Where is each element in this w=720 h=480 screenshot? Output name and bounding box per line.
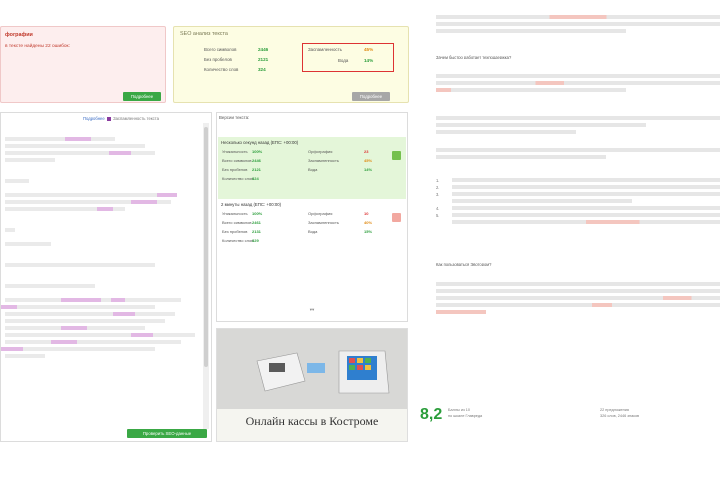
ad-text: Онлайн кассы в Костроме xyxy=(245,414,379,428)
seo-label-chars: Всего символов xyxy=(204,47,237,52)
spam-highlight xyxy=(61,326,87,330)
spelling-panel xyxy=(0,26,166,103)
text-line xyxy=(5,333,195,337)
version-head: 2 минуты назад (ЕПС: +00:00) xyxy=(221,202,282,207)
version-label: Всего символов xyxy=(222,158,252,163)
version-value: 2131 xyxy=(252,229,261,234)
version-value: 100% xyxy=(252,211,263,216)
spam-highlight xyxy=(1,305,17,309)
seo-title: SEO анализ текста xyxy=(180,31,228,37)
version-label: Орфография xyxy=(308,149,333,154)
text-line xyxy=(5,284,95,288)
spam-highlight xyxy=(97,207,113,211)
spam-highlight xyxy=(111,298,125,302)
version-label: Количество слов xyxy=(222,238,254,243)
score-label: Баллы из 10 xyxy=(448,408,470,412)
article-line xyxy=(436,116,720,120)
text-line xyxy=(5,151,155,155)
text-line xyxy=(5,137,115,141)
article-line xyxy=(436,22,720,26)
version-value: 2461 xyxy=(252,220,261,225)
article-line xyxy=(452,178,720,182)
version-label: Вода xyxy=(308,167,318,172)
article-line xyxy=(436,148,720,152)
seo-value-nospace: 2121 xyxy=(258,57,269,62)
spam-highlight xyxy=(51,340,77,344)
text-line xyxy=(5,228,15,232)
editor-scrollbar[interactable] xyxy=(203,123,209,429)
seo-label-spam: Заспамленность xyxy=(308,47,342,52)
spam-highlight xyxy=(113,312,135,316)
article-line xyxy=(436,296,720,300)
text-line xyxy=(5,312,175,316)
seo-value-chars: 2446 xyxy=(258,47,269,52)
score-scale: по шкале Главреда xyxy=(448,414,483,418)
version-value: 324 xyxy=(252,176,259,181)
spam-highlight xyxy=(1,347,23,351)
spam-highlight xyxy=(131,333,153,337)
article-line xyxy=(436,303,720,307)
ad-image xyxy=(217,329,407,409)
article-line xyxy=(452,220,720,224)
version-value: 10 xyxy=(364,211,369,216)
readability-score xyxy=(420,404,720,430)
version-label: Заспамленность xyxy=(308,220,339,225)
version-value: 15% xyxy=(364,229,373,234)
spelling-title: фографии xyxy=(5,32,33,38)
versions-panel xyxy=(216,112,408,322)
version-label: Уникальность xyxy=(222,149,248,154)
article-heading: Как пользоваться Эвотором? xyxy=(436,262,492,266)
article-line xyxy=(452,213,720,217)
seo-label-water: Вода xyxy=(338,58,349,63)
version-item[interactable] xyxy=(218,137,406,199)
text-line xyxy=(5,144,145,148)
restore-version-button[interactable] xyxy=(392,151,401,160)
list-number: 3. xyxy=(436,192,440,197)
text-line xyxy=(5,305,155,309)
version-value: 100% xyxy=(252,149,263,154)
spam-highlight xyxy=(65,137,91,141)
list-number: 4. xyxy=(436,206,440,211)
article-line xyxy=(436,15,720,19)
version-value: 2446 xyxy=(252,158,261,163)
text-line xyxy=(5,158,55,162)
article-line xyxy=(436,29,626,33)
delete-version-button[interactable] xyxy=(392,213,401,222)
text-line xyxy=(5,319,165,323)
seo-value-water: 14% xyxy=(364,58,374,63)
word-count: 326 слов, 2446 знаков xyxy=(600,414,640,418)
spelling-subtitle: в тексте найдены 22 ошибок: xyxy=(5,44,70,49)
check-seo-button[interactable]: Проверить SEO-данные xyxy=(127,429,207,438)
article-line xyxy=(436,88,626,92)
article-question xyxy=(436,55,720,59)
spam-highlight xyxy=(61,298,101,302)
article-line xyxy=(436,282,720,286)
editor-legend xyxy=(83,116,159,121)
version-label: Без пробелов xyxy=(222,167,248,172)
article-preview xyxy=(420,0,720,440)
spam-highlight xyxy=(109,151,131,155)
seo-label-nospace: Без пробелов xyxy=(204,57,232,62)
editor-legend-link[interactable]: Подробнее xyxy=(83,116,105,121)
article-heading: Зачем быстро работает техподдержка? xyxy=(436,55,512,59)
article-line xyxy=(452,199,632,203)
text-line xyxy=(5,354,45,358)
text-line xyxy=(5,340,181,344)
article-line xyxy=(436,155,606,159)
version-value: 2121 xyxy=(252,167,261,172)
version-value: 329 xyxy=(252,238,259,243)
seo-panel xyxy=(173,26,409,103)
list-number: 1. xyxy=(436,178,440,183)
text-line xyxy=(5,263,155,267)
editor-legend-label: Заспамленность текста xyxy=(113,116,159,121)
spelling-details-button[interactable]: Подробнее xyxy=(123,92,161,101)
text-editor[interactable] xyxy=(0,112,212,442)
editor-scroll-thumb[interactable] xyxy=(204,127,208,367)
spam-legend-swatch xyxy=(107,117,111,121)
version-item[interactable] xyxy=(218,199,406,261)
article-line xyxy=(436,310,486,314)
version-label: Уникальность xyxy=(222,211,248,216)
version-value: 45% xyxy=(364,158,373,163)
article-line xyxy=(436,289,720,293)
text-line xyxy=(5,179,29,183)
version-head: Несколько секунд назад (ЕПС: +00:00) xyxy=(221,140,299,145)
text-line xyxy=(5,242,51,246)
version-value: 14% xyxy=(364,167,373,172)
article-line xyxy=(452,192,720,196)
text-line xyxy=(5,347,155,351)
version-label: Заспамленность xyxy=(308,158,339,163)
sentence-count: 22 предложения xyxy=(600,408,629,412)
seo-value-words: 324 xyxy=(258,67,266,72)
article-line xyxy=(436,74,720,78)
article-question xyxy=(436,262,720,266)
article-line xyxy=(452,206,720,210)
article-line xyxy=(436,81,720,85)
list-number: 5. xyxy=(436,213,440,218)
score-value: 8,2 xyxy=(420,406,443,423)
article-line xyxy=(436,123,646,127)
seo-label-words: Количество слов xyxy=(204,67,239,72)
advertisement-banner[interactable] xyxy=(216,328,408,442)
version-label: Количество слов xyxy=(222,176,254,181)
spam-highlight xyxy=(157,193,177,197)
article-line xyxy=(452,185,720,189)
text-line xyxy=(5,193,175,197)
spam-highlight xyxy=(131,200,157,204)
list-number: 2. xyxy=(436,185,440,190)
version-label: Орфография xyxy=(308,211,333,216)
version-label: Без пробелов xyxy=(222,229,248,234)
seo-details-button[interactable]: Подробнее xyxy=(352,92,390,101)
seo-value-spam: 45% xyxy=(364,47,374,52)
version-value: 40% xyxy=(364,220,373,225)
show-more-versions-icon[interactable]: ▾▾ xyxy=(309,307,315,312)
version-label: Вода xyxy=(308,229,318,234)
versions-title: Версии текста: xyxy=(219,115,250,120)
article-line xyxy=(436,130,576,134)
version-label: Всего символов xyxy=(222,220,252,225)
version-value: 23 xyxy=(364,149,369,154)
